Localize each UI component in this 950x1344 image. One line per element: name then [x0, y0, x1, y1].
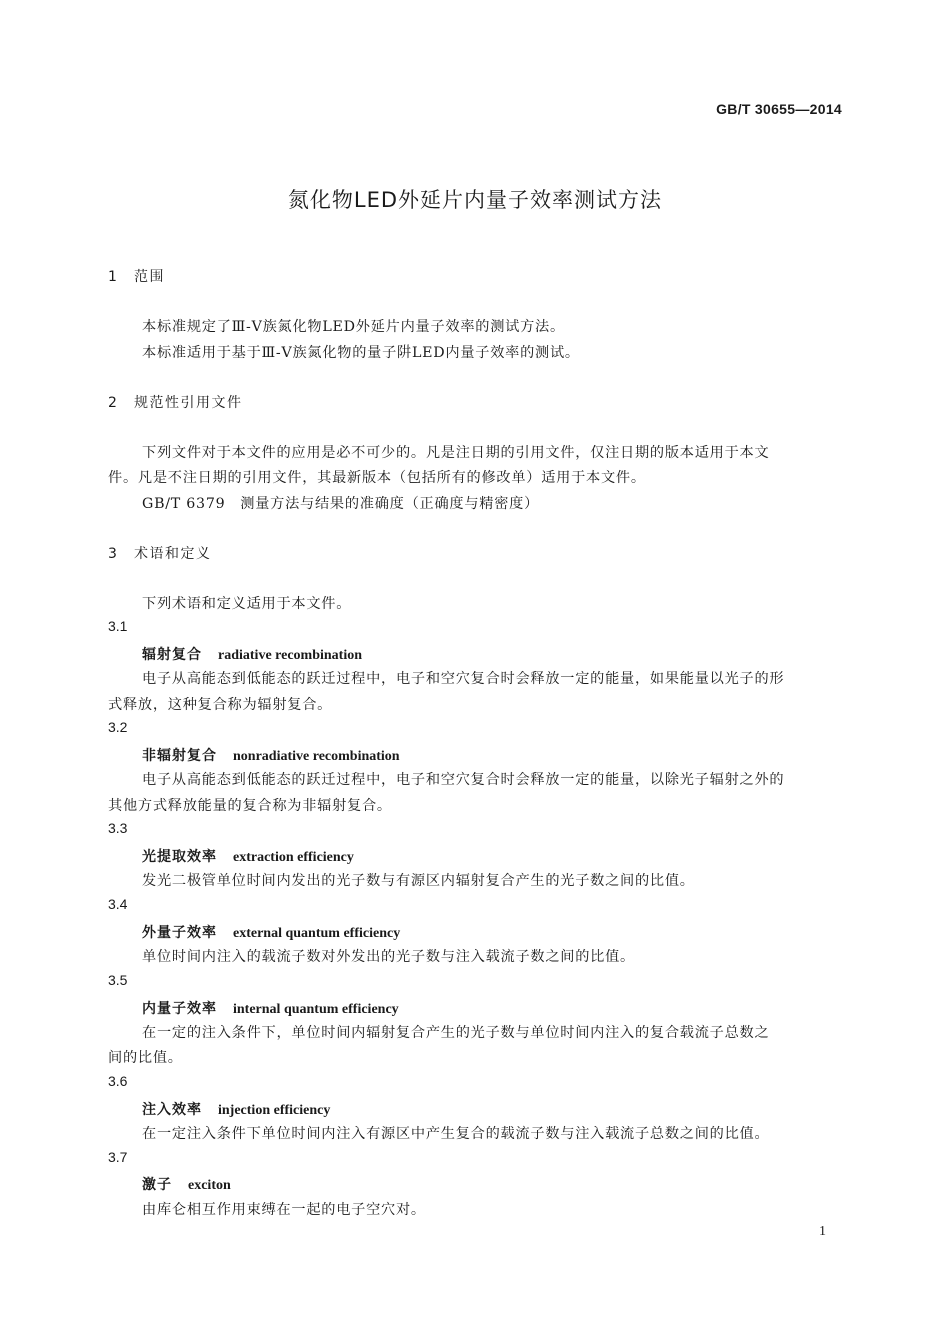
term-chinese: 内量子效率 [142, 1001, 217, 1017]
document-title: 氮化物LED外延片内量子效率测试方法 [287, 188, 663, 212]
term-heading [142, 644, 362, 664]
page-number: 1 [819, 1224, 826, 1239]
term-heading [142, 922, 400, 942]
term-number: 3.7 [108, 1149, 128, 1165]
term-number: 3.4 [108, 896, 128, 912]
term-definition-line: 电子从高能态到低能态的跃迁过程中，电子和空穴复合时会释放一定的能量，如果能量以光子的形 [142, 671, 785, 687]
term-definition-line: 单位时间内注入的载流子数对外发出的光子数与注入载流子数之间的比值。 [142, 949, 635, 965]
term-number: 3.3 [108, 820, 128, 836]
term-definition-line: 在一定注入条件下单位时间内注入有源区中产生复合的载流子数与注入载流子总数之间的比值。 [142, 1126, 770, 1142]
section-heading-references [108, 392, 243, 412]
term-number: 3.1 [108, 618, 128, 634]
section-title: 范围 [134, 269, 165, 285]
term-heading [142, 998, 399, 1018]
term-chinese: 注入效率 [142, 1102, 202, 1118]
term-heading [142, 846, 354, 866]
term-heading [142, 1099, 330, 1119]
term-definition-line: 式释放，这种复合称为辐射复合。 [108, 697, 333, 713]
term-heading [142, 745, 400, 765]
section-heading-scope [108, 266, 165, 286]
term-english: extraction efficiency [233, 850, 354, 865]
term-english: exciton [188, 1178, 231, 1193]
term-chinese: 非辐射复合 [142, 748, 217, 764]
term-chinese: 激子 [142, 1177, 172, 1193]
term-chinese: 外量子效率 [142, 925, 217, 941]
term-english: external quantum efficiency [233, 926, 401, 941]
term-number: 3.6 [108, 1073, 128, 1089]
term-definition-line: 电子从高能态到低能态的跃迁过程中，电子和空穴复合时会释放一定的能量，以除光子辐射之外的 [142, 772, 785, 788]
term-english: internal quantum efficiency [233, 1002, 399, 1017]
references-paragraph-line-1: 下列文件对于本文件的应用是必不可少的。凡是注日期的引用文件，仅注日期的版本适用于本文 [142, 445, 770, 461]
term-chinese: 辐射复合 [142, 647, 202, 663]
section-heading-terms [108, 543, 212, 563]
term-definition-line: 由库仑相互作用束缚在一起的电子空穴对。 [142, 1202, 426, 1218]
scope-paragraph-2: 本标准适用于基于Ⅲ-Ⅴ族氮化物的量子阱LED内量子效率的测试。 [142, 345, 580, 361]
section-title: 术语和定义 [134, 546, 212, 562]
term-definition-line: 其他方式释放能量的复合称为非辐射复合。 [108, 798, 392, 814]
section-number: 3 [108, 546, 117, 562]
scope-paragraph-1: 本标准规定了Ⅲ-Ⅴ族氮化物LED外延片内量子效率的测试方法。 [142, 319, 565, 335]
section-number: 2 [108, 395, 117, 411]
term-chinese: 光提取效率 [142, 849, 217, 865]
term-definition-line: 在一定的注入条件下，单位时间内辐射复合产生的光子数与单位时间内注入的复合载流子总数之 [142, 1025, 770, 1041]
term-definition-line: 间的比值。 [108, 1050, 183, 1066]
references-paragraph-line-2: 件。凡是不注日期的引用文件，其最新版本（包括所有的修改单）适用于本文件。 [108, 470, 646, 486]
term-heading [142, 1174, 231, 1194]
section-number: 1 [108, 269, 117, 285]
term-number: 3.2 [108, 719, 128, 735]
section-title: 规范性引用文件 [134, 395, 243, 411]
standard-number: GB/T 30655—2014 [716, 101, 842, 117]
term-english: radiative recombination [218, 648, 363, 663]
term-english: injection efficiency [218, 1103, 331, 1118]
normative-reference-item: GB/T 6379 测量方法与结果的准确度（正确度与精密度） [142, 496, 540, 512]
term-definition-line: 发光二极管单位时间内发出的光子数与有源区内辐射复合产生的光子数之间的比值。 [142, 873, 695, 889]
term-number: 3.5 [108, 972, 128, 988]
term-english: nonradiative recombination [233, 749, 400, 764]
terms-intro: 下列术语和定义适用于本文件。 [142, 596, 352, 612]
